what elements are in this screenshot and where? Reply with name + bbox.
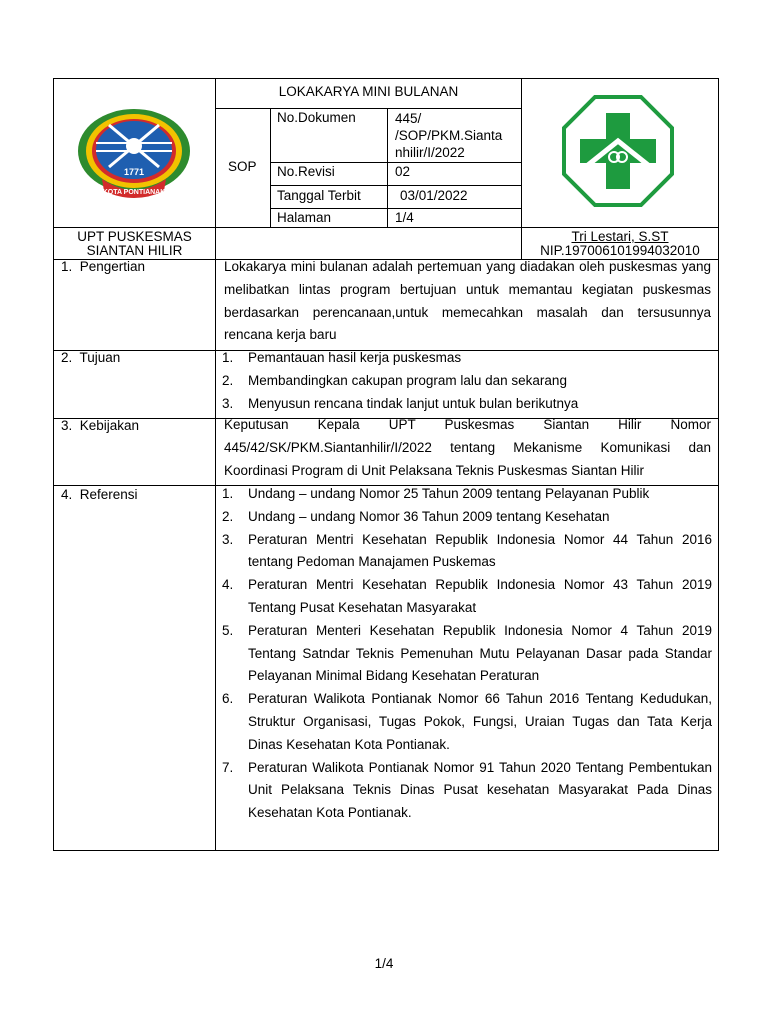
org-name-line1: UPT PUSKESMAS xyxy=(77,229,192,244)
table-line xyxy=(718,78,719,851)
doc-no-line: /SOP/PKM.Sianta xyxy=(395,128,503,143)
table-line xyxy=(270,162,522,163)
table-line xyxy=(270,108,271,228)
section-label-pengertian: 1. Pengertian xyxy=(61,259,146,274)
date-label: Tanggal Terbit xyxy=(277,188,361,203)
table-line xyxy=(53,227,719,228)
table-line xyxy=(53,850,719,851)
revision-label: No.Revisi xyxy=(277,164,335,179)
org-name-line2: SIANTAN HILIR xyxy=(86,243,183,258)
table-line xyxy=(270,208,522,209)
date-value: 03/01/2022 xyxy=(400,188,468,203)
puskesmas-logo xyxy=(562,95,674,207)
section-label-kebijakan: 3. Kebijakan xyxy=(61,418,140,433)
list-item: 5. Peraturan Menteri Kesehatan Republik Indonesia Nomor 4 Tahun 2019 Tentang Satndar Teknis Pemenuhan Mutu Pelayanan Dasar pada Standar Pelayanan Minimal Bidang Kesehatan Peraturan xyxy=(222,622,712,684)
sop-label: SOP xyxy=(228,159,257,174)
table-line xyxy=(270,185,522,186)
list-item: 2. Membandingkan cakupan program lalu dan sekarang xyxy=(222,372,567,388)
referensi-list xyxy=(222,483,712,825)
list-item: 3. Peraturan Mentri Kesehatan Republik Indonesia Nomor 44 Tahun 2016 tentang Pedoman Manajamen Puskemas xyxy=(222,531,712,570)
table-line xyxy=(53,78,54,851)
list-item: 7. Peraturan Walikota Pontianak Nomor 91 Tahun 2020 Tentang Pembentukan Unit Pelaksana Teknis Dinas Pusat kesehatan Masyarakat Pada Dinas Kesehatan Kota Pontianak. xyxy=(222,759,712,821)
table-line xyxy=(387,108,388,228)
signer-name: Tri Lestari, S.ST xyxy=(571,229,669,244)
section-label-referensi: 4. Referensi xyxy=(61,487,138,502)
list-item: 1. Undang – undang Nomor 25 Tahun 2009 tentang Pelayanan Publik xyxy=(222,486,650,501)
kota-pontianak-crest-logo xyxy=(74,105,194,205)
list-item: 2. Undang – undang Nomor 36 Tahun 2009 tentang Kesehatan xyxy=(222,508,610,524)
table-line xyxy=(53,78,719,79)
section-label-tujuan: 2. Tujuan xyxy=(61,350,121,365)
doc-no-line: nhilir/I/2022 xyxy=(395,145,465,160)
doc-no-line: 445/ xyxy=(395,111,422,126)
page-number: 1/4 xyxy=(374,956,394,971)
doc-no-value xyxy=(395,110,502,161)
page-label: Halaman xyxy=(277,210,332,225)
list-item: 1. Pemantauan hasil kerja puskesmas xyxy=(222,350,462,365)
crest-year-text: 1771 xyxy=(123,167,145,177)
crest-city-text: KOTA PONTIANAK xyxy=(102,189,166,196)
list-item: 3. Menyusun rencana tindak lanjut untuk bulan berikutnya xyxy=(222,395,579,411)
doc-no-label: No.Dokumen xyxy=(277,110,356,125)
page-value: 1/4 xyxy=(395,210,414,225)
table-line xyxy=(215,78,216,851)
pengertian-text: Lokakarya mini bulanan adalah pertemuan yang diadakan oleh puskesmas yang melibatkan lintas program bertujuan untuk memantau kegiatan puskesmas berdasarkan perencanaan,untuk memecahkan masalah dan tersusunnya rencana kerja baru xyxy=(224,259,711,343)
tujuan-list xyxy=(222,347,712,415)
signer-nip: NIP.197006101994032010 xyxy=(540,243,700,258)
table-line xyxy=(216,108,522,109)
document-title: LOKAKARYA MINI BULANAN xyxy=(278,84,459,99)
list-item: 6. Peraturan Walikota Pontianak Nomor 66 Tahun 2016 Tentang Kedudukan, Struktur Organisasi, Tugas Pokok, Fungsi, Uraian Tugas dan Tata Kerja Dinas Kesehatan Kota Pontianak. xyxy=(222,691,712,752)
kebijakan-text: Keputusan Kepala UPT Puskesmas Siantan Hilir Nomor 445/42/SK/PKM.Siantanhilir/I/2022 tentang Mekanisme Komunikasi dan Koordinasi Program di Unit Pelaksana Teknis Puskesmas Siantan Hilir xyxy=(224,417,711,478)
revision-value: 02 xyxy=(395,164,411,179)
list-item: 4. Peraturan Mentri Kesehatan Republik Indonesia Nomor 43 Tahun 2019 Tentang Pusat Kesehatan Masyarakat xyxy=(222,577,712,615)
